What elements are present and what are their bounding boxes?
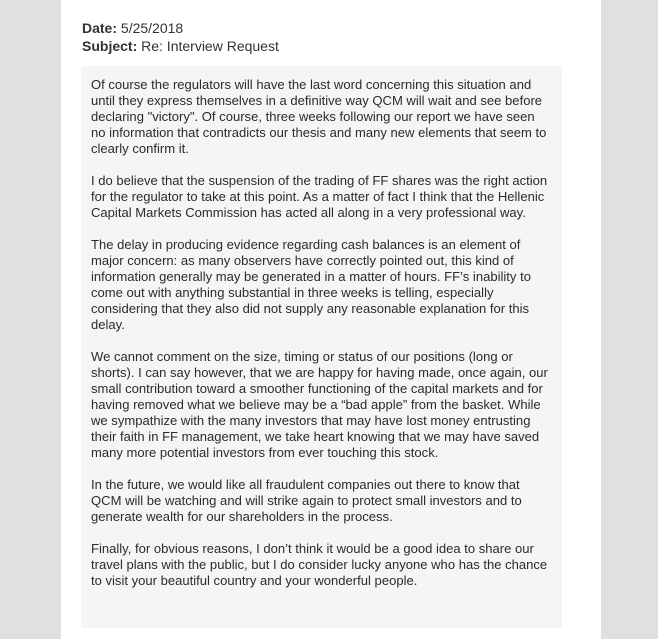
date-label: Date: (82, 20, 118, 36)
date-row (82, 19, 279, 37)
paragraph-1: Of course the regulators will have the last word concerning this situation and until they express themselves in a definitive way QCM will wait and see before declaring "victory". Of course, three weeks following our report we have seen no information that contradicts our thesis and many new elements that seem to clearly confirm it. (91, 77, 547, 156)
subject-value: Re: Interview Request (141, 38, 279, 54)
subject-row (82, 37, 279, 55)
paragraph-2: I do believe that the suspension of the trading of FF shares was the right action for the regulator to take at this point. As a matter of fact I think that the Hellenic Capital Markets Commission has acted all along in a very professional way. (91, 173, 548, 220)
subject-label: Subject: (82, 38, 138, 54)
email-body (81, 66, 562, 628)
paragraph-5: In the future, we would like all fraudulent companies out there to know that QCM will be watching and will strike again to protect small investors and to generate wealth for our shareholders in the process. (91, 477, 522, 524)
paragraph-3: The delay in producing evidence regarding cash balances is an element of major concern: as many observers have correctly pointed out, this kind of information generally may be generated in a matter of hours. FF’s inability to come out with anything substantial in three weeks is telling, especially considering that they also did not supply any reasonable explanation for this delay. (91, 237, 531, 332)
paragraph-6: Finally, for obvious reasons, I don’t think it would be a good idea to share our travel plans with the public, but I do consider lucky anyone who has the chance to visit your beautiful country and your wonderful people. (91, 541, 548, 588)
date-value: 5/25/2018 (120, 20, 184, 36)
email-page (61, 0, 601, 639)
email-header (82, 19, 279, 55)
paragraph-4: We cannot comment on the size, timing or status of our positions (long or shorts). I can say however, that we are happy for having made, once again, our small contribution toward a smoother functioning of the capital markets and for having removed what we believe may be a “bad apple” from the basket. While we sympathize with the many investors that may have lost money entrusting their faith in FF management, we take heart knowing that we may have saved many more potential investors from ever touching this stock. (91, 349, 548, 460)
